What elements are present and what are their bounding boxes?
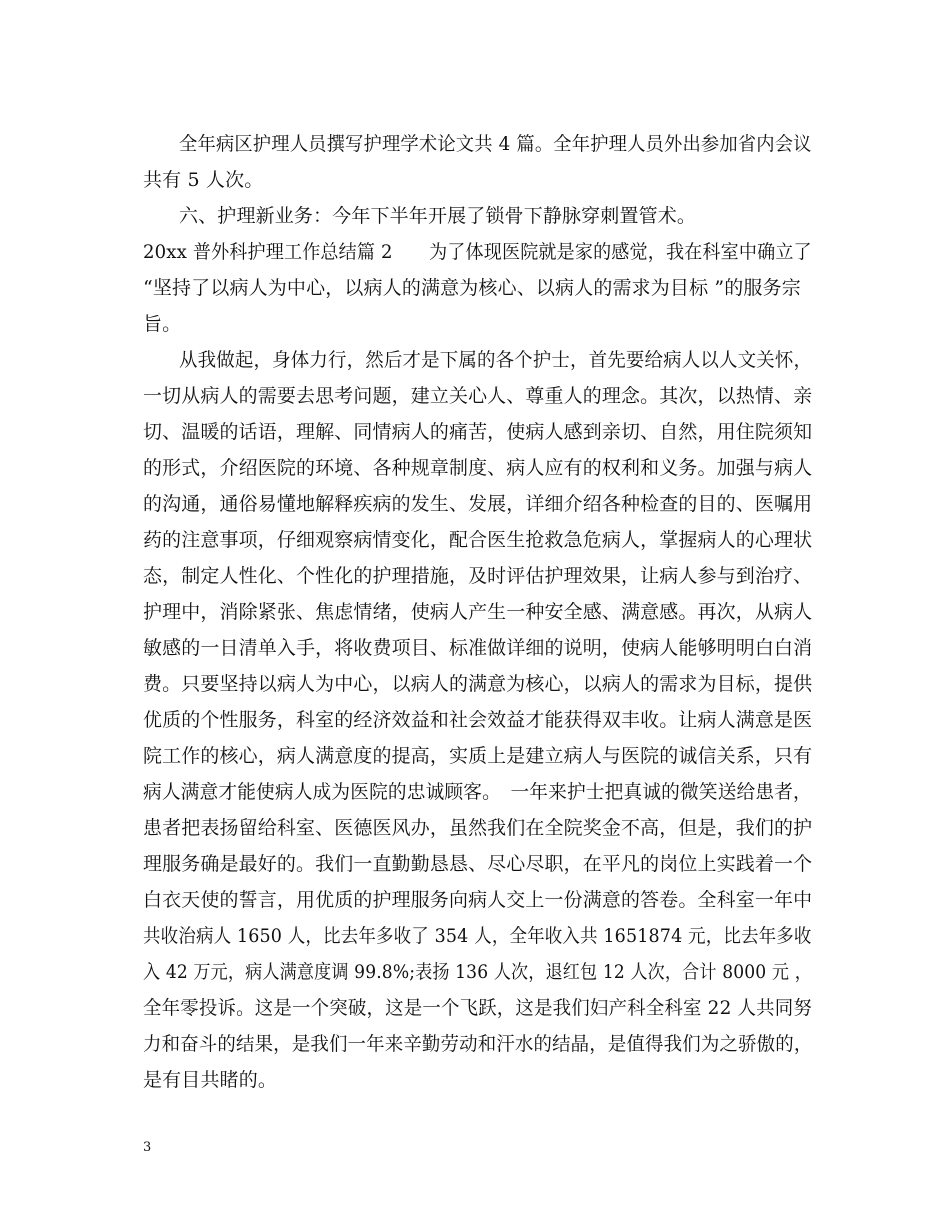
paragraph-line: 的形式，介绍医院的环境、各种规章制度、病人应有的权利和义务。加强与病人 bbox=[143, 457, 813, 479]
paragraph-line: 的沟通，通俗易懂地解释疾病的发生、发展，详细介绍各种检查的目的、医嘱用 bbox=[143, 493, 813, 515]
paragraph-line: 从我做起，身体力行，然后才是下属的各个护士，首先要给病人以人文关怀， bbox=[179, 349, 813, 371]
paragraph-line: 病人满意才能使病人成为医院的忠诚顾客。 一年来护士把真诚的微笑送给患者， bbox=[143, 781, 812, 803]
paragraph-line: 敏感的一日清单入手，将收费项目、标准做详细的说明，使病人能够明明白白消 bbox=[143, 637, 813, 659]
paragraph-line: 全年病区护理人员撰写护理学术论文共 4 篇。全年护理人员外出参加省内会议 bbox=[179, 133, 812, 155]
page-number: 3 bbox=[143, 1140, 152, 1155]
paragraph-line: “坚持了以病人为中心，以病人的满意为核心、以病人的需求为目标 ”的服务宗 bbox=[143, 277, 801, 299]
paragraph-line: 是有目共睹的。 bbox=[143, 1069, 278, 1091]
paragraph-line: 一切从病人的需要去思考问题，建立关心人、尊重人的理念。其次，以热情、亲 bbox=[143, 385, 813, 407]
paragraph-line: 患者把表扬留给科室、医德医风办，虽然我们在全院奖金不高，但是，我们的护 bbox=[143, 817, 813, 839]
paragraph-line: 六、护理新业务：今年下半年开展了锁骨下静脉穿刺置管术。 bbox=[179, 205, 697, 227]
paragraph-line: 理服务确是最好的。我们一直勤勤恳恳、尽心尽职，在平凡的岗位上实践着一个 bbox=[143, 853, 813, 875]
paragraph-line: 优质的个性服务，科室的经济效益和社会效益才能获得双丰收。让病人满意是医 bbox=[143, 709, 813, 731]
paragraph-line: 共收治病人 1650 人，比去年多收了 354 人，全年收入共 1651874 元，比去年多收 bbox=[143, 925, 812, 947]
section-heading-line: 20xx 普外科护理工作总结篇 2 为了体现医院就是家的感觉，我在科室中确立了 bbox=[143, 241, 812, 263]
paragraph-line: 全年零投诉。这是一个突破，这是一个飞跃，这是我们妇产科全科室 22 人共同努 bbox=[143, 997, 812, 1019]
paragraph-line: 旨。 bbox=[143, 313, 182, 335]
paragraph-line: 费。只要坚持以病人为中心，以病人的满意为核心，以病人的需求为目标，提供 bbox=[143, 673, 813, 695]
paragraph-line: 共有 5 人次。 bbox=[143, 169, 264, 191]
paragraph-line: 药的注意事项，仔细观察病情变化，配合医生抢救急危病人，掌握病人的心理状 bbox=[143, 529, 813, 551]
paragraph-line: 护理中，消除紧张、焦虑情绪，使病人产生一种安全感、满意感。再次，从病人 bbox=[143, 601, 813, 623]
paragraph-line: 院工作的核心，病人满意度的提高，实质上是建立病人与医院的诚信关系，只有 bbox=[143, 745, 813, 767]
paragraph-line: 态，制定人性化、个性化的护理措施，及时评估护理效果，让病人参与到治疗、 bbox=[143, 565, 813, 587]
paragraph-line: 切、温暖的话语，理解、同情病人的痛苦，使病人感到亲切、自然，用住院须知 bbox=[143, 421, 813, 443]
paragraph-line: 白衣天使的誓言，用优质的护理服务向病人交上一份满意的答卷。全科室一年中 bbox=[143, 889, 813, 911]
paragraph-line: 入 42 万元，病人满意度调 99.8%;表扬 136 人次，退红包 12 人次，合计 8000 元 ， bbox=[143, 961, 812, 983]
paragraph-line: 力和奋斗的结果，是我们一年来辛勤劳动和汗水的结晶，是值得我们为之骄傲的， bbox=[143, 1033, 813, 1055]
